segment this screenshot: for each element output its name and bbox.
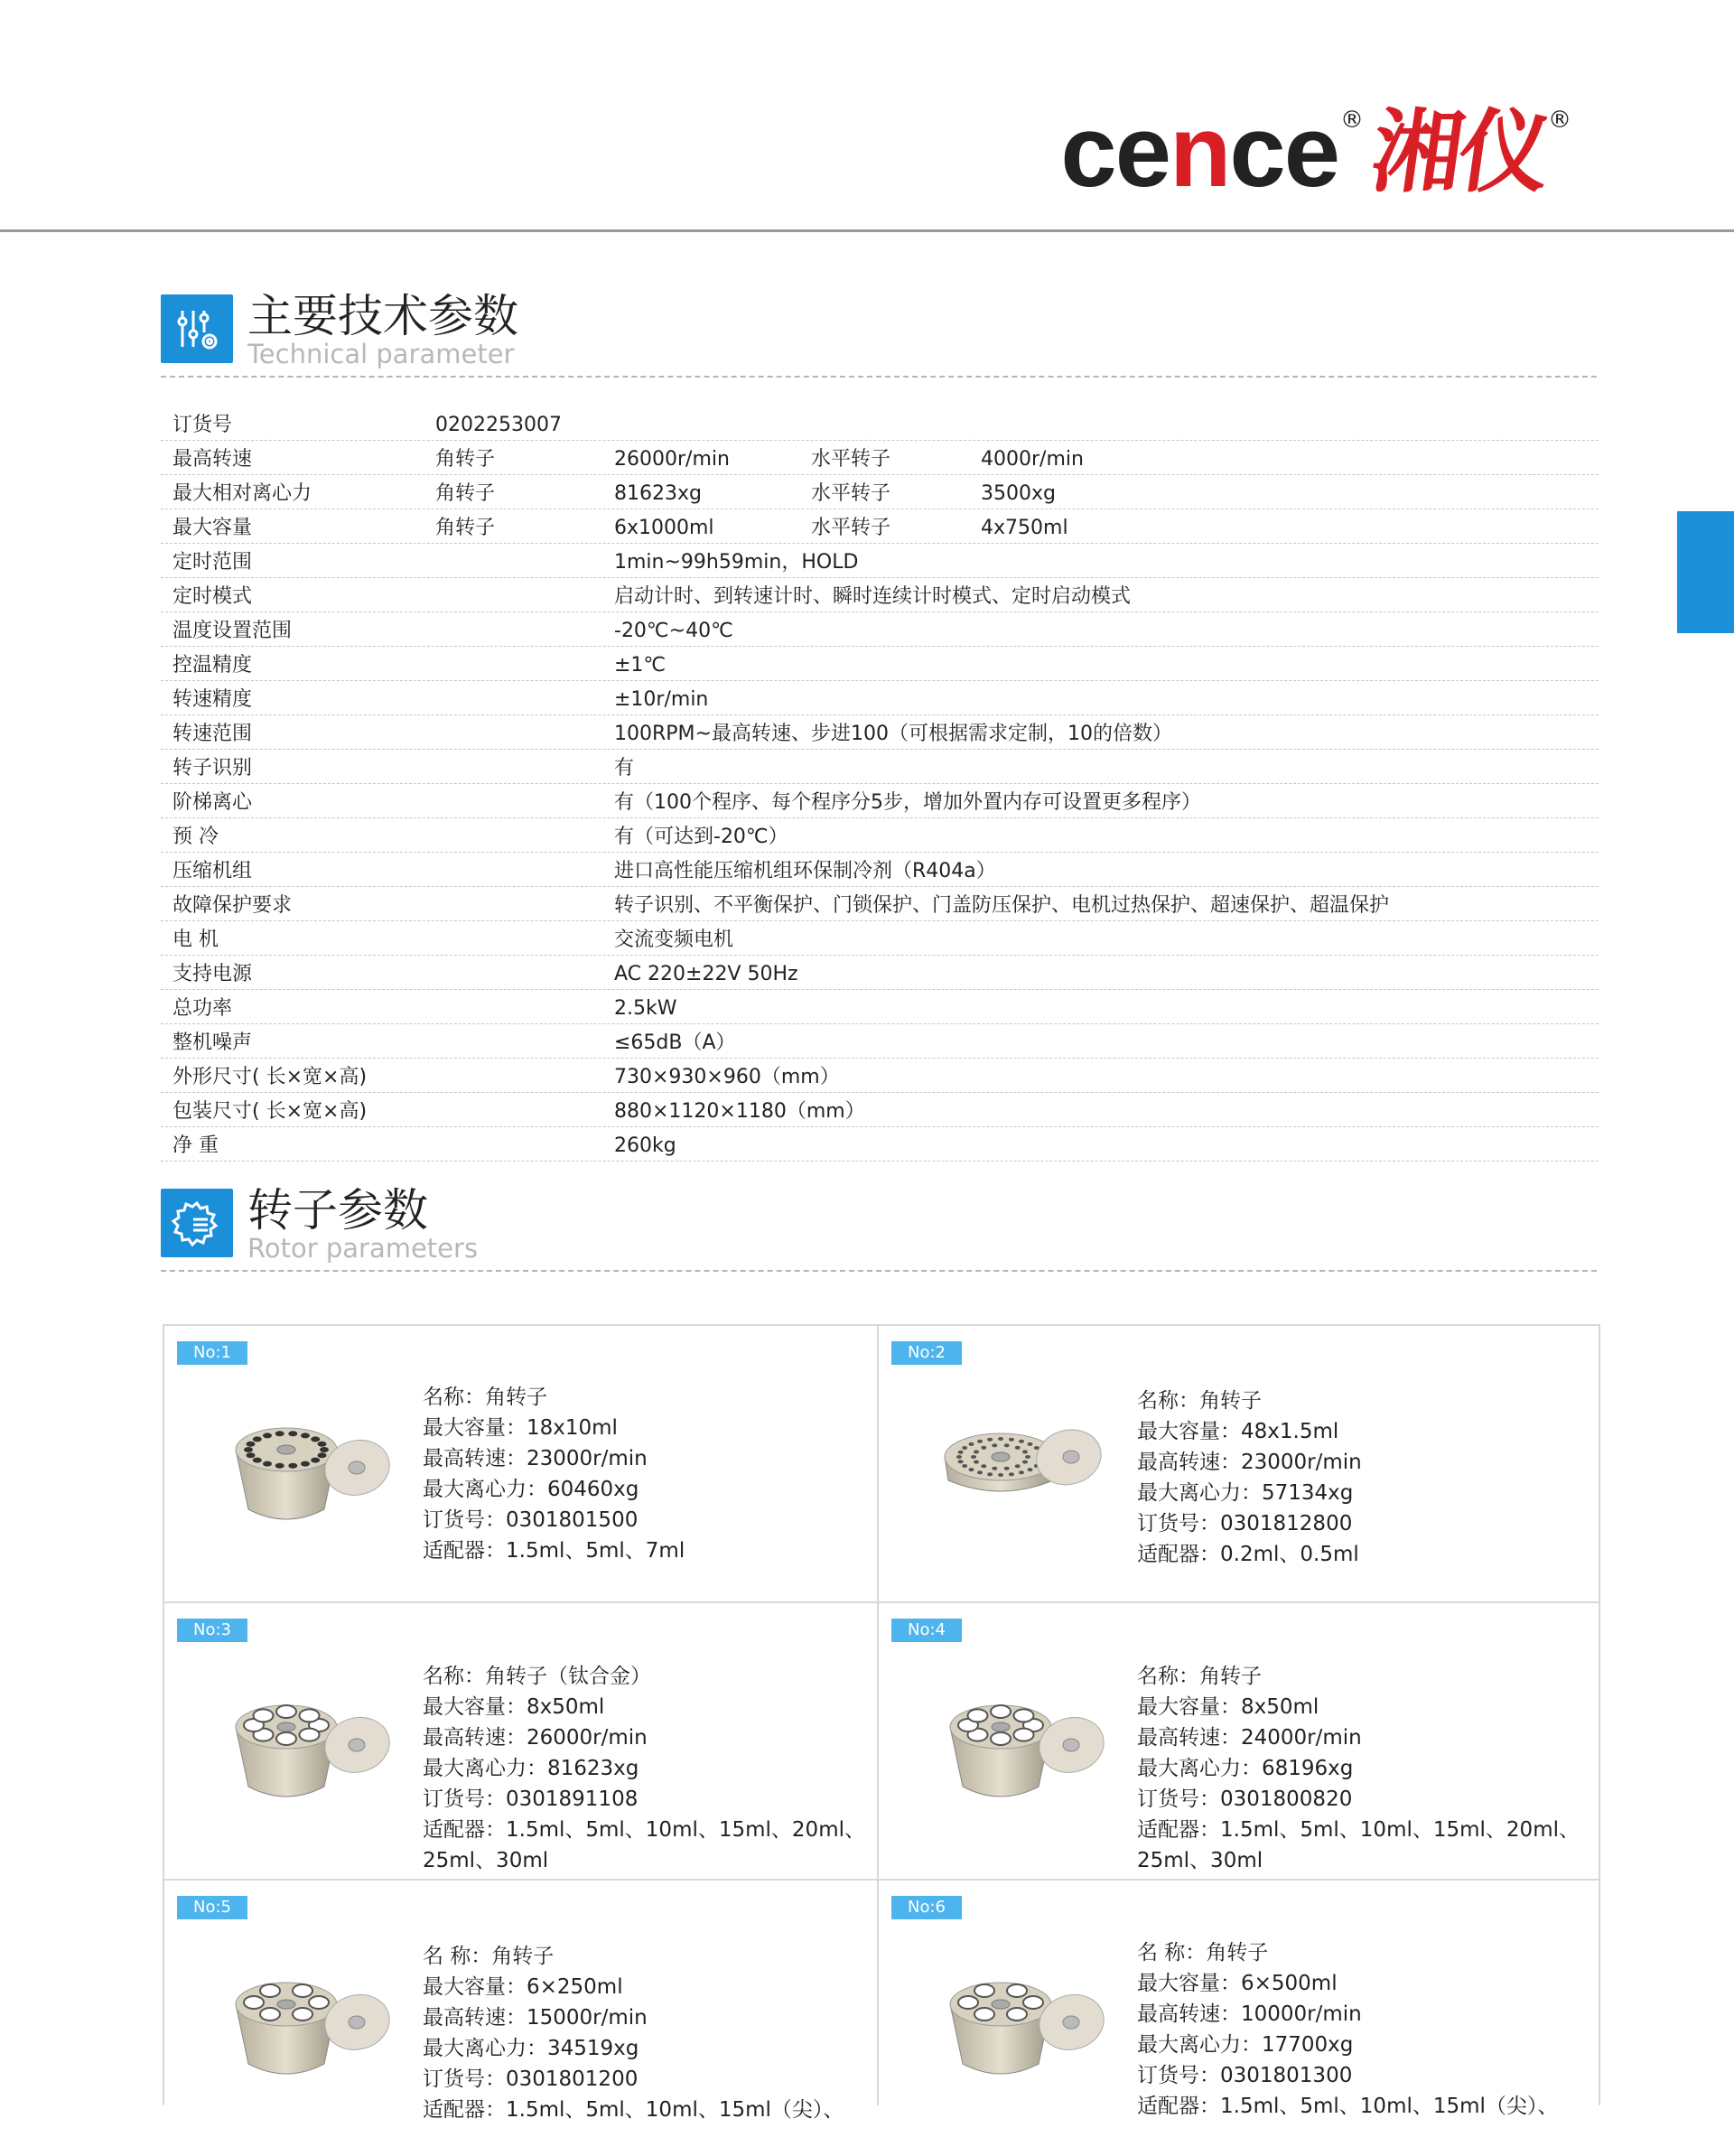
spec-row: [161, 956, 1599, 990]
spec-row: [161, 441, 1599, 475]
brand-logo: [1060, 95, 1580, 208]
spec-row: [161, 921, 1599, 956]
spec-value: -20℃~40℃: [614, 620, 733, 642]
spec-label: 电 机: [172, 929, 219, 951]
spec-value: 水平转子: [811, 517, 891, 539]
rotor-spec-line: 最高转速：26000r/min: [423, 1726, 648, 1750]
spec-row: [161, 715, 1599, 750]
rotor-info: [423, 1941, 874, 2125]
rotor-info: [1137, 1386, 1589, 1570]
spec-value: 730×930×960（mm）: [614, 1066, 840, 1088]
rotor-spec-line: 适配器：0.2ml、0.5ml: [1137, 1543, 1359, 1566]
spec-value: 水平转子: [811, 448, 891, 471]
rotor-spec-line: 适配器：1.5ml、5ml、10ml、15ml、20ml、: [1137, 1818, 1580, 1842]
spec-label: 订货号: [172, 414, 233, 436]
spec-label: 外形尺寸( 长×宽×高): [172, 1066, 368, 1088]
rotor-spec-line: 最大离心力：81623xg: [423, 1757, 639, 1780]
spec-label: 转速精度: [172, 688, 253, 711]
spec-label: 定时模式: [172, 585, 253, 608]
spec-row: [161, 1024, 1599, 1059]
rotor-spec-line: 最大容量：8x50ml: [1137, 1695, 1319, 1719]
rotor-spec-line: 最大离心力：34519xg: [423, 2037, 639, 2060]
rotor-image: [214, 1394, 395, 1538]
spec-value: ≤65dB（A）: [614, 1031, 736, 1054]
spec-label: 最大相对离心力: [172, 482, 312, 505]
spec-value: 进口高性能压缩机组环保制冷剂（R404a）: [614, 860, 996, 882]
rotor-spec-line: 订货号：0301812800: [1137, 1512, 1353, 1535]
brand-latin: cence: [1060, 95, 1338, 208]
rotor-spec-line: 最大离心力：68196xg: [1137, 1757, 1354, 1780]
rotor-image: [928, 1394, 1109, 1538]
spec-value: ±1℃: [614, 654, 667, 677]
gear-icon: [161, 1189, 233, 1257]
spec-row: [161, 578, 1599, 612]
spec-label: 最大容量: [172, 517, 253, 539]
spec-table: [161, 406, 1599, 1162]
section-technical-header: [161, 290, 1597, 376]
rotor-number-badge: No:1: [177, 1341, 247, 1365]
brand-chinese: 湘仪: [1365, 98, 1554, 205]
spec-label: 阶梯离心: [172, 791, 253, 814]
side-tab-marker: [1677, 511, 1734, 633]
spec-value: 1min~99h59min，HOLD: [614, 551, 859, 574]
spec-value: ±10r/min: [614, 688, 709, 711]
rotor-image: [214, 1671, 395, 1815]
rotor-spec-line: 最高转速：23000r/min: [423, 1447, 648, 1470]
rotor-info: [423, 1382, 874, 1566]
rotor-number-badge: No:5: [177, 1896, 247, 1919]
spec-value: 81623xg: [614, 482, 702, 505]
rotor-info: [1137, 1661, 1589, 1876]
spec-row: [161, 406, 1599, 441]
rotor-spec-line: 适配器：1.5ml、5ml、10ml、15ml（尖）、: [423, 2098, 844, 2122]
registered-mark: ®: [1548, 107, 1571, 134]
spec-value: 交流变频电机: [614, 929, 734, 951]
spec-label: 预 冷: [172, 826, 219, 848]
rotor-number-badge: No:2: [891, 1341, 962, 1365]
section-title-en: Rotor parameters: [247, 1233, 479, 1264]
rotor-spec-line: 适配器：1.5ml、5ml、7ml: [423, 1539, 685, 1563]
rotor-spec-line: 最高转速：15000r/min: [423, 2006, 648, 2030]
page-header: [0, 0, 1734, 232]
spec-value: 4000r/min: [981, 448, 1084, 471]
section-divider: [161, 376, 1597, 378]
section-divider: [161, 1270, 1597, 1272]
rotor-card: [879, 1881, 1599, 2156]
spec-row: [161, 681, 1599, 715]
spec-value: 转子识别、不平衡保护、门锁保护、门盖防压保护、电机过热保护、超速保护、超温保护: [614, 894, 1390, 917]
rotor-spec-line: 最高转速：10000r/min: [1137, 2002, 1362, 2026]
spec-row: [161, 1093, 1599, 1127]
rotor-spec-line: 最大容量：6×250ml: [423, 1975, 623, 1999]
section-rotor-header: [161, 1184, 1597, 1270]
spec-row: [161, 647, 1599, 681]
spec-value: 水平转子: [811, 482, 891, 505]
spec-value: 2.5kW: [614, 997, 677, 1020]
spec-value: 启动计时、到转速计时、瞬时连续计时模式、定时启动模式: [614, 585, 1132, 608]
rotor-card: [879, 1326, 1599, 1601]
rotor-spec-line: 最大离心力：17700xg: [1137, 2033, 1354, 2057]
spec-value: 有: [614, 757, 635, 779]
rotor-card: [164, 1603, 877, 1879]
rotor-spec-line: 订货号：0301801200: [423, 2067, 639, 2091]
rotor-spec-line: 订货号：0301801300: [1137, 2064, 1353, 2087]
section-title-cn: 主要技术参数: [247, 290, 518, 342]
spec-row: [161, 1059, 1599, 1093]
spec-value: 4x750ml: [981, 517, 1068, 539]
spec-label: 定时范围: [172, 551, 253, 574]
rotor-spec-line: 订货号：0301800820: [1137, 1787, 1353, 1811]
spec-label: 压缩机组: [172, 860, 253, 882]
section-title-en: Technical parameter: [247, 339, 515, 369]
rotor-number-badge: No:3: [177, 1619, 247, 1642]
spec-label: 最高转速: [172, 448, 253, 471]
spec-label: 控温精度: [172, 654, 253, 677]
rotor-spec-line: 最大容量：8x50ml: [423, 1695, 605, 1719]
spec-row: [161, 1127, 1599, 1162]
rotor-spec-line: 订货号：0301801500: [423, 1508, 639, 1532]
spec-row: [161, 990, 1599, 1024]
spec-value: 880×1120×1180（mm）: [614, 1100, 865, 1123]
spec-value: 角转子: [435, 517, 496, 539]
rotor-spec-line: 适配器：1.5ml、5ml、10ml、15ml（尖）、: [1137, 2095, 1559, 2118]
spec-value: 6x1000ml: [614, 517, 714, 539]
section-title-cn: 转子参数: [247, 1184, 428, 1237]
spec-value: AC 220±22V 50Hz: [614, 963, 798, 985]
spec-label: 包装尺寸( 长×宽×高): [172, 1100, 368, 1123]
rotor-spec-line: 名 称：角转子: [423, 1945, 555, 1968]
rotor-spec-line: 名称：角转子: [1137, 1389, 1262, 1413]
spec-row: [161, 750, 1599, 784]
spec-value: 有（可达到-20℃）: [614, 826, 788, 848]
rotor-spec-line: 最高转速：24000r/min: [1137, 1726, 1362, 1750]
spec-row: [161, 509, 1599, 544]
spec-row: [161, 784, 1599, 818]
rotor-card: [164, 1326, 877, 1601]
rotor-spec-line: 最大离心力：60460xg: [423, 1478, 639, 1501]
rotor-grid: [163, 1324, 1600, 2122]
rotor-spec-line: 最大容量：18x10ml: [423, 1416, 618, 1440]
rotor-spec-line: 25ml、30ml: [423, 1849, 549, 1872]
spec-label: 转速范围: [172, 723, 253, 745]
spec-value: 26000r/min: [614, 448, 730, 471]
spec-value: 3500xg: [981, 482, 1056, 505]
rotor-spec-line: 名称：角转子（钛合金）: [423, 1665, 651, 1688]
spec-value: 100RPM~最高转速、步进100（可根据需求定制，10的倍数）: [614, 723, 1172, 745]
rotor-spec-line: 适配器：1.5ml、5ml、10ml、15ml、20ml、: [423, 1818, 865, 1842]
rotor-spec-line: 最高转速：23000r/min: [1137, 1451, 1362, 1474]
rotor-image: [928, 1671, 1109, 1815]
rotor-spec-line: 名称：角转子: [1137, 1665, 1262, 1688]
spec-value: 0202253007: [435, 414, 562, 436]
rotor-spec-line: 最大容量：48x1.5ml: [1137, 1420, 1339, 1443]
rotor-spec-line: 订货号：0301891108: [423, 1787, 639, 1811]
rotor-card: [879, 1603, 1599, 1879]
rotor-info: [423, 1661, 874, 1876]
rotor-spec-line: 名 称：角转子: [1137, 1941, 1269, 1965]
spec-label: 转子识别: [172, 757, 253, 779]
spec-row: [161, 853, 1599, 887]
rotor-spec-line: 名称：角转子: [423, 1386, 547, 1409]
rotor-image: [214, 1948, 395, 2093]
spec-label: 温度设置范围: [172, 620, 293, 642]
rotor-info: [1137, 1937, 1589, 2122]
rotor-number-badge: No:4: [891, 1619, 962, 1642]
spec-value: 角转子: [435, 448, 496, 471]
spec-row: [161, 475, 1599, 509]
spec-label: 净 重: [172, 1134, 219, 1157]
rotor-spec-line: 25ml、30ml: [1137, 1849, 1263, 1872]
rotor-number-badge: No:6: [891, 1896, 962, 1919]
spec-row: [161, 887, 1599, 921]
rotor-spec-line: 最大容量：6×500ml: [1137, 1972, 1338, 1995]
spec-label: 支持电源: [172, 963, 253, 985]
registered-mark: ®: [1340, 107, 1364, 134]
sliders-icon: [161, 294, 233, 363]
spec-value: 有（100个程序、每个程序分5步，增加外置内存可设置更多程序）: [614, 791, 1201, 814]
spec-label: 整机噪声: [172, 1031, 253, 1054]
spec-value: 角转子: [435, 482, 496, 505]
spec-row: [161, 544, 1599, 578]
rotor-card: [164, 1881, 877, 2156]
rotor-spec-line: 最大离心力：57134xg: [1137, 1481, 1354, 1505]
spec-row: [161, 818, 1599, 853]
spec-value: 260kg: [614, 1134, 676, 1157]
spec-label: 总功率: [172, 997, 233, 1020]
rotor-image: [928, 1948, 1109, 2093]
spec-row: [161, 612, 1599, 647]
spec-label: 故障保护要求: [172, 894, 293, 917]
